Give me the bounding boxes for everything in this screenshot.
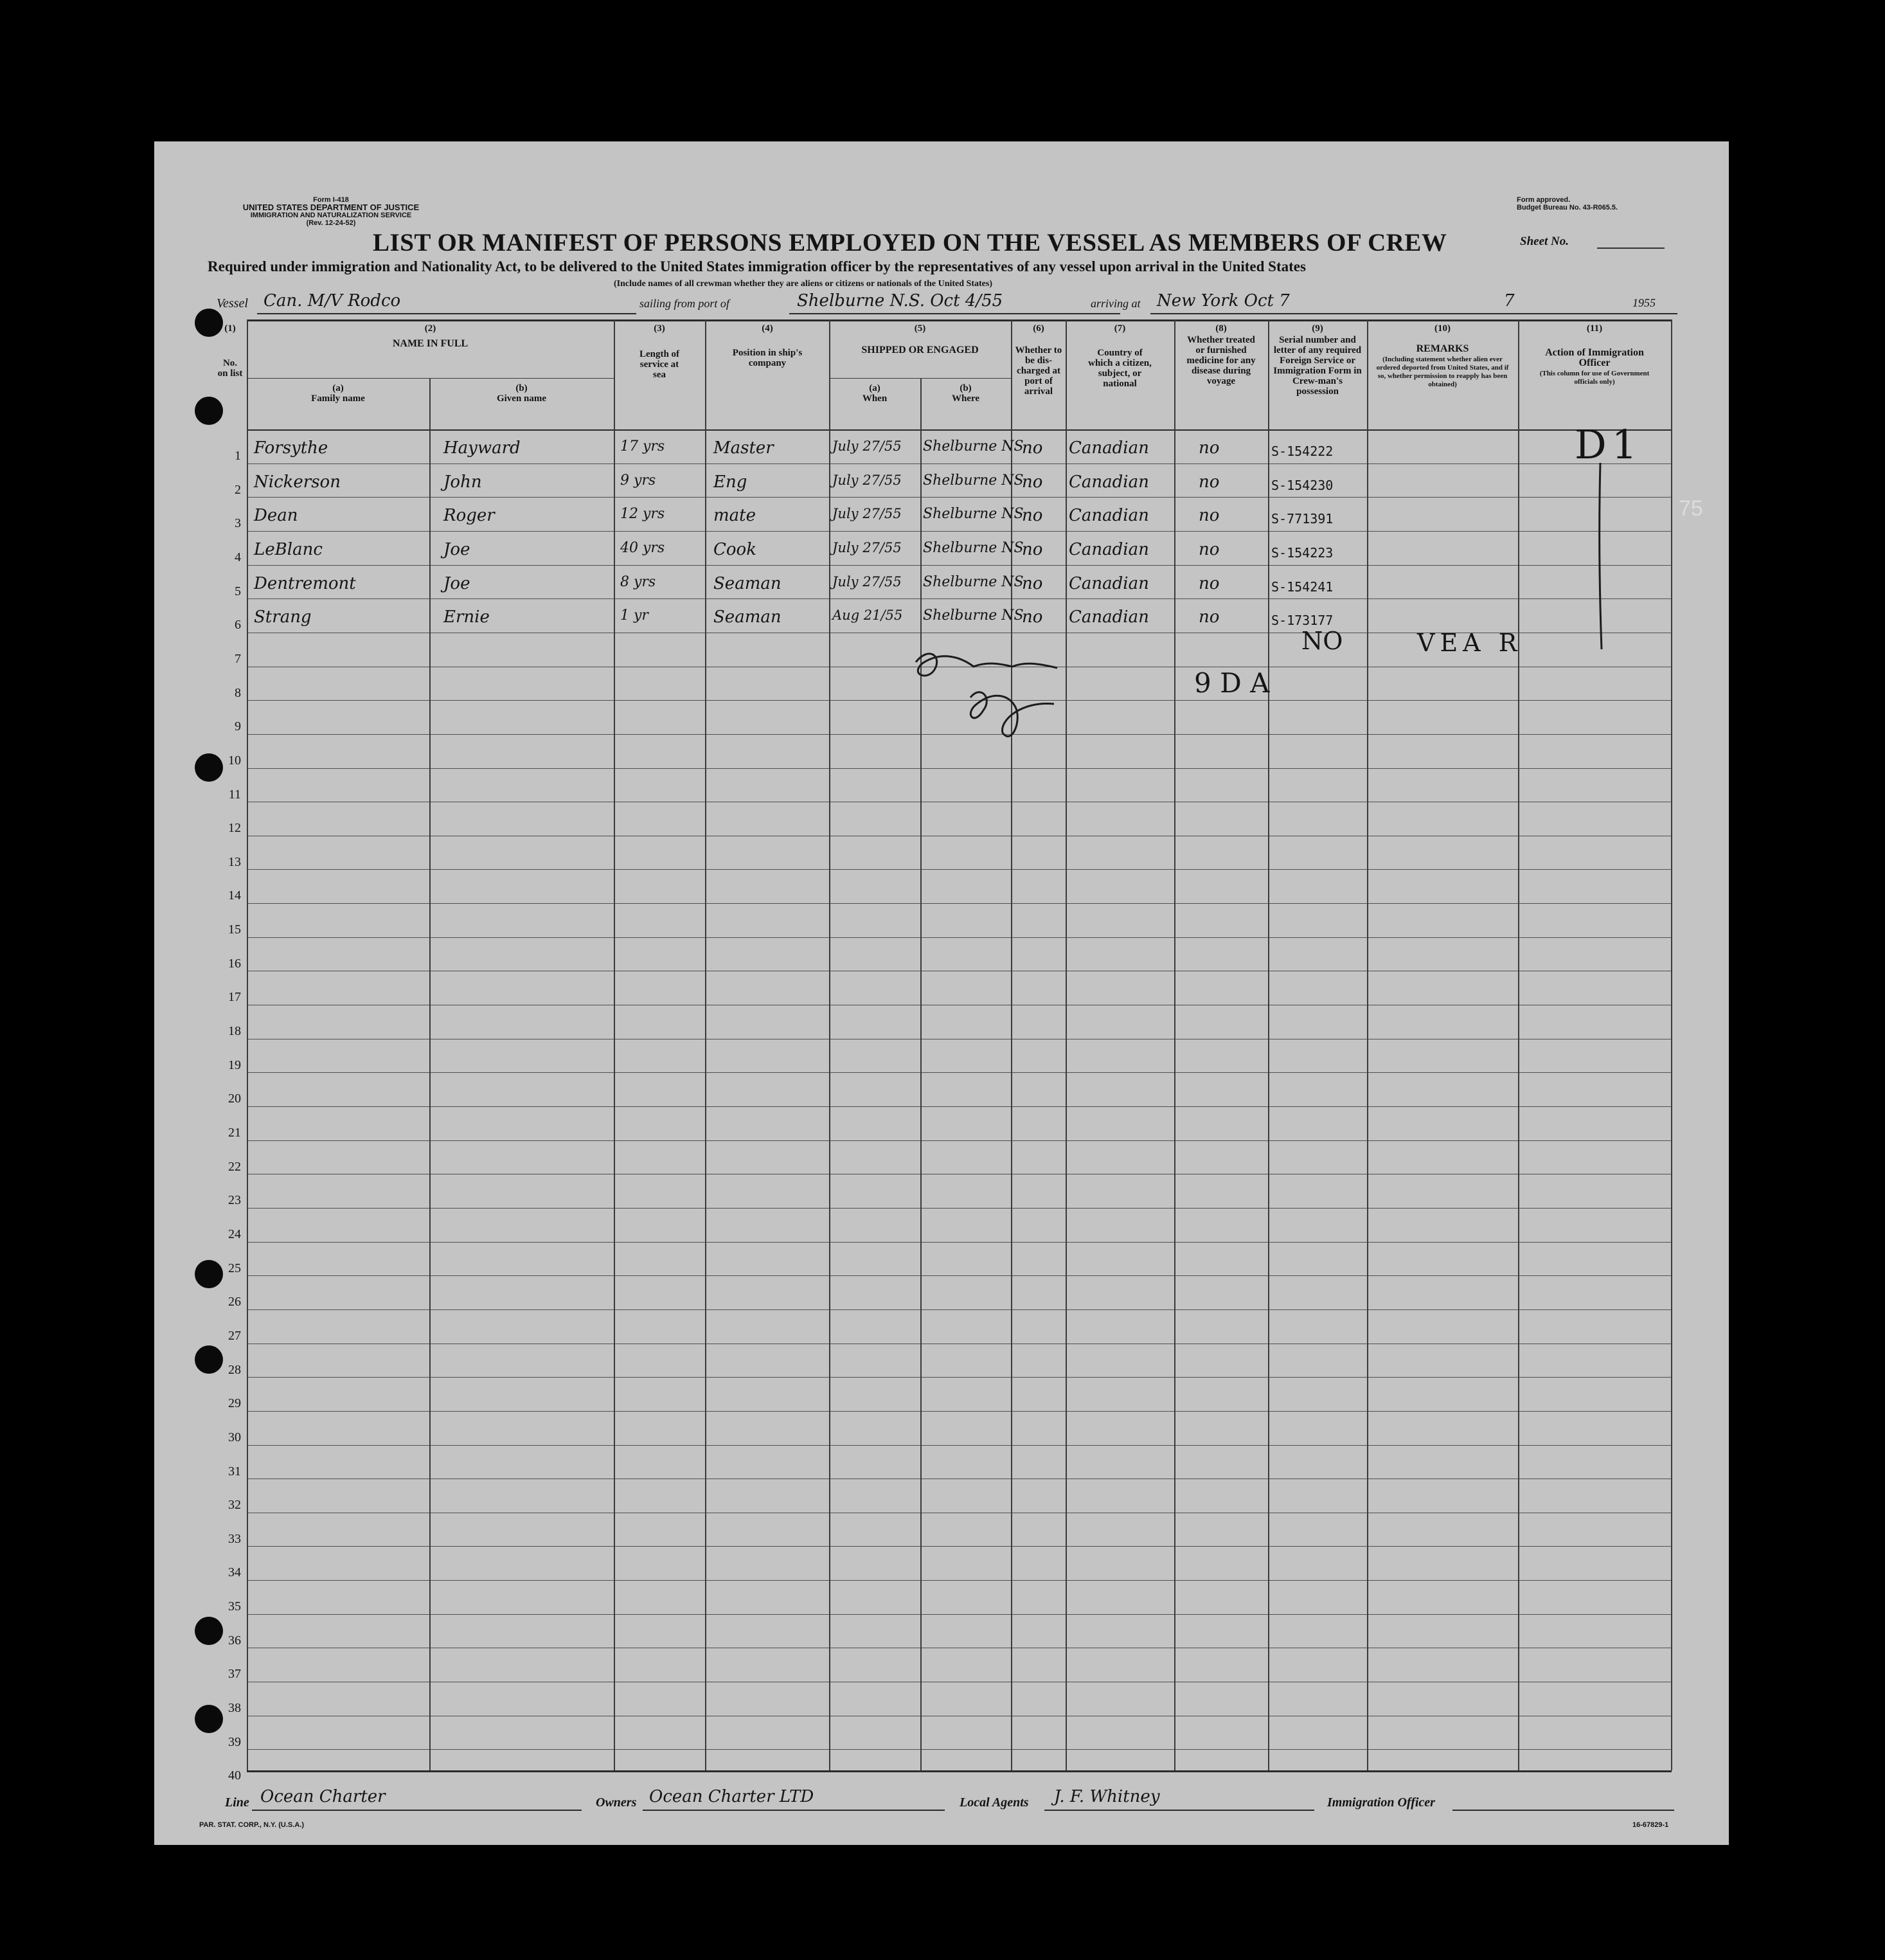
row-number: 25 — [228, 1261, 241, 1275]
row-number: 10 — [228, 753, 241, 768]
crew-discharged: no — [1022, 607, 1043, 627]
row-number: 29 — [228, 1396, 241, 1411]
row-number: 38 — [228, 1701, 241, 1716]
col5b-label: Where — [951, 393, 980, 404]
crew-serial-number: S-154222 — [1271, 444, 1334, 459]
crew-family-name: LeBlanc — [254, 539, 323, 559]
crew-position: Master — [713, 438, 774, 458]
subnote: (Include names of all crewman whether they are aliens or citizens or nationals of the United States) — [614, 279, 992, 289]
inspector-initials-mark — [916, 654, 1057, 676]
crew-country: Canadian — [1069, 573, 1149, 593]
crew-service-length: 40 yrs — [620, 539, 665, 556]
row-number: 15 — [228, 922, 241, 937]
crew-service-length: 17 yrs — [620, 438, 665, 454]
col5-label: SHIPPED OR ENGAGED — [861, 345, 979, 355]
crew-service-length: 8 yrs — [620, 573, 656, 590]
row-number: 12 — [228, 821, 241, 836]
crew-discharged: no — [1022, 573, 1043, 593]
row-number: 36 — [228, 1633, 241, 1648]
col10-note: (Including statement whether alien ever ordered deported from United States, and if so, whether permission to reapply has been obtained) — [1376, 355, 1509, 388]
owners-blank — [643, 1810, 945, 1811]
row-number: 19 — [228, 1057, 241, 1072]
row-number: 8 — [235, 685, 241, 700]
col5b-code: (b) — [960, 383, 972, 393]
row-number: 30 — [228, 1430, 241, 1444]
crew-given-name: Joe — [443, 539, 470, 559]
medicine-note: 9 D A — [1194, 667, 1270, 699]
page-title: LIST OR MANIFEST OF PERSONS EMPLOYED ON THE VESSEL AS MEMBERS OF CREW — [373, 229, 1447, 256]
revision: (Rev. 12-24-52) — [306, 219, 356, 227]
crew-given-name: Hayward — [443, 438, 521, 458]
inspector-signature-mark — [970, 692, 1054, 737]
crew-position: mate — [713, 506, 756, 526]
col5a-code: (a) — [869, 383, 880, 393]
sailing-port: Shelburne N.S. Oct 4/55 — [797, 291, 1003, 310]
crew-serial-number: S-173177 — [1271, 613, 1334, 629]
crew-given-name: Roger — [443, 506, 495, 526]
row-number: 2 — [235, 482, 241, 497]
row-number: 13 — [228, 854, 241, 869]
crew-family-name: Dentremont — [254, 573, 356, 593]
row-number: 1 — [235, 449, 241, 463]
row-number: 21 — [228, 1126, 241, 1140]
row-number: 6 — [235, 618, 241, 633]
col8-number: (8) — [1215, 323, 1227, 334]
crew-family-name: Nickerson — [254, 472, 341, 492]
row-number: 22 — [228, 1159, 241, 1174]
crew-service-length: 9 yrs — [620, 472, 656, 489]
sheet-label: Sheet No. — [1520, 235, 1569, 248]
col2b-label: Given name — [496, 393, 547, 404]
col5a-label: When — [862, 393, 888, 404]
col2a-label: Family name — [311, 393, 365, 404]
col9-number: (9) — [1312, 323, 1323, 334]
crew-serial-number: S-154241 — [1271, 579, 1334, 595]
crew-shipped-when: July 27/55 — [832, 573, 902, 589]
sailing-label: sailing from port of — [639, 297, 729, 310]
col11-note: (This column for use of Government officials only) — [1539, 370, 1650, 386]
crew-shipped-when: July 27/55 — [832, 539, 902, 555]
row-number: 18 — [228, 1024, 241, 1039]
crew-position: Cook — [713, 539, 756, 559]
crew-family-name: Forsythe — [254, 438, 328, 458]
row-number: 24 — [228, 1227, 241, 1241]
row-number: 11 — [228, 787, 241, 802]
crew-medicine: no — [1199, 539, 1220, 559]
printer-credit: PAR. STAT. CORP., N.Y. (U.S.A.) — [199, 1821, 304, 1829]
crew-shipped-where: Shelburne NS — [923, 506, 1024, 523]
crew-medicine: no — [1199, 472, 1220, 492]
crew-discharged: no — [1022, 539, 1043, 559]
crew-medicine: no — [1199, 438, 1220, 458]
row-number: 35 — [228, 1599, 241, 1614]
row-number: 14 — [228, 888, 241, 903]
col7-label: Country of which a citizen, subject, or national — [1088, 348, 1152, 389]
department: UNITED STATES DEPARTMENT OF JUSTICE — [242, 202, 420, 212]
agents-blank — [1044, 1810, 1314, 1811]
form-approved-line: Form approved. — [1517, 196, 1571, 204]
row-number: 9 — [235, 719, 241, 734]
crew-service-length: 1 yr — [620, 607, 648, 624]
row-number: 33 — [228, 1531, 241, 1546]
crew-shipped-when: July 27/55 — [832, 506, 902, 522]
row-number: 40 — [228, 1768, 241, 1783]
row-number: 34 — [228, 1565, 241, 1580]
row-number: 5 — [235, 584, 241, 598]
row-number: 39 — [228, 1734, 241, 1749]
col11-label: Action of Immigration Officer — [1545, 347, 1644, 368]
col2-number: (2) — [424, 323, 436, 334]
owners-label: Owners — [596, 1795, 637, 1810]
crew-shipped-when: July 27/55 — [832, 438, 902, 454]
col10-label: REMARKS — [1416, 343, 1469, 354]
row-number: 7 — [235, 651, 241, 666]
crew-shipped-when: July 27/55 — [832, 472, 902, 488]
arrival-extra: 7 — [1504, 291, 1515, 310]
col1-label: No. on list — [217, 358, 243, 379]
col7-number: (7) — [1114, 323, 1126, 334]
crew-country: Canadian — [1069, 539, 1149, 559]
line-blank — [252, 1810, 582, 1811]
crew-service-length: 12 yrs — [620, 506, 665, 523]
crew-shipped-where: Shelburne NS — [923, 438, 1024, 454]
crew-serial-number: S-154230 — [1271, 477, 1334, 493]
crew-shipped-where: Shelburne NS — [923, 539, 1024, 556]
row-number: 32 — [228, 1498, 241, 1513]
page-number: 75 — [1679, 496, 1703, 521]
arrival-port: New York Oct 7 — [1157, 291, 1290, 310]
crew-country: Canadian — [1069, 607, 1149, 627]
crew-position: Seaman — [713, 607, 782, 627]
crew-shipped-where: Shelburne NS — [923, 573, 1024, 590]
crew-medicine: no — [1199, 573, 1220, 593]
line-label: Line — [225, 1795, 249, 1810]
col4-number: (4) — [762, 323, 773, 334]
service-name: IMMIGRATION AND NATURALIZATION SERVICE — [250, 211, 412, 219]
year: 1955 — [1632, 296, 1656, 309]
crew-serial-number: S-771391 — [1271, 511, 1334, 527]
crew-family-name: Strang — [254, 607, 312, 627]
row-number: 4 — [235, 550, 241, 564]
vessel-label: Vessel — [217, 296, 248, 310]
crew-shipped-where: Shelburne NS — [923, 472, 1024, 489]
crew-discharged: no — [1022, 438, 1043, 458]
agents-value: J. F. Whitney — [1054, 1787, 1160, 1806]
col10-number: (10) — [1434, 323, 1451, 334]
col3-label: Length of service at sea — [639, 349, 680, 380]
row-number: 31 — [228, 1464, 241, 1479]
row-number: 17 — [228, 990, 241, 1005]
crew-discharged: no — [1022, 472, 1043, 492]
col5-number: (5) — [914, 323, 926, 334]
row-number: 23 — [228, 1193, 241, 1208]
crew-country: Canadian — [1069, 506, 1149, 526]
col2a-code: (a) — [332, 383, 344, 393]
arriving-label: arriving at — [1091, 297, 1141, 310]
crew-family-name: Dean — [254, 506, 298, 526]
col9-label: Serial number and letter of any required Foreign Service or Immigration Form in Crew-man's possession — [1273, 335, 1362, 397]
row-number: 16 — [228, 956, 241, 971]
col1-number: (1) — [224, 323, 236, 334]
row-number: 3 — [235, 516, 241, 531]
crew-given-name: Joe — [443, 573, 470, 593]
form-number: Form I-418 — [313, 196, 349, 204]
officer-bracket-mark — [1600, 463, 1602, 649]
row-number: 37 — [228, 1667, 241, 1682]
form-code: 16-67829-1 — [1632, 1821, 1669, 1829]
row-number: 26 — [228, 1295, 241, 1309]
crew-country: Canadian — [1069, 472, 1149, 492]
row-number: 27 — [228, 1328, 241, 1343]
crew-medicine: no — [1199, 607, 1220, 627]
crew-discharged: no — [1022, 506, 1043, 526]
budget-bureau-line: Budget Bureau No. 43-R065.5. — [1517, 204, 1618, 211]
officer-blank — [1452, 1810, 1674, 1811]
agents-label: Local Agents — [960, 1795, 1029, 1810]
row-number: 28 — [228, 1362, 241, 1377]
col2-label: NAME IN FULL — [392, 338, 469, 349]
col6-label: Whether to be dis-charged at port of arrival — [1015, 345, 1062, 397]
col4-label: Position in ship's company — [732, 348, 803, 368]
crew-shipped-where: Shelburne NS — [923, 607, 1024, 624]
col8-label: Whether treated or furnished medicine for any disease during voyage — [1186, 335, 1256, 386]
col3-number: (3) — [654, 323, 665, 334]
subtitle: Required under immigration and Nationality Act, to be delivered to the United States immigration officer by the representatives of any vessel upon arrival in the United States — [208, 258, 1306, 274]
officer-label: Immigration Officer — [1327, 1795, 1435, 1810]
remarks-note: VEA R — [1417, 629, 1523, 657]
crew-serial-number: S-154223 — [1271, 544, 1334, 561]
line-value: Ocean Charter — [260, 1787, 386, 1806]
col11-number: (11) — [1586, 323, 1603, 334]
crew-given-name: John — [443, 472, 482, 492]
col2b-code: (b) — [515, 383, 528, 393]
officer-action: D1 — [1575, 421, 1643, 468]
crew-shipped-when: Aug 21/55 — [832, 607, 903, 624]
serial-note: NO — [1301, 627, 1343, 655]
row-number: 20 — [228, 1092, 241, 1106]
crew-given-name: Ernie — [443, 607, 490, 627]
col6-number: (6) — [1033, 323, 1044, 334]
crew-position: Eng — [713, 472, 747, 492]
crew-medicine: no — [1199, 506, 1220, 526]
crew-country: Canadian — [1069, 438, 1149, 458]
vessel-name: Can. M/V Rodco — [264, 291, 401, 310]
owners-value: Ocean Charter LTD — [649, 1787, 814, 1806]
crew-position: Seaman — [713, 573, 782, 593]
